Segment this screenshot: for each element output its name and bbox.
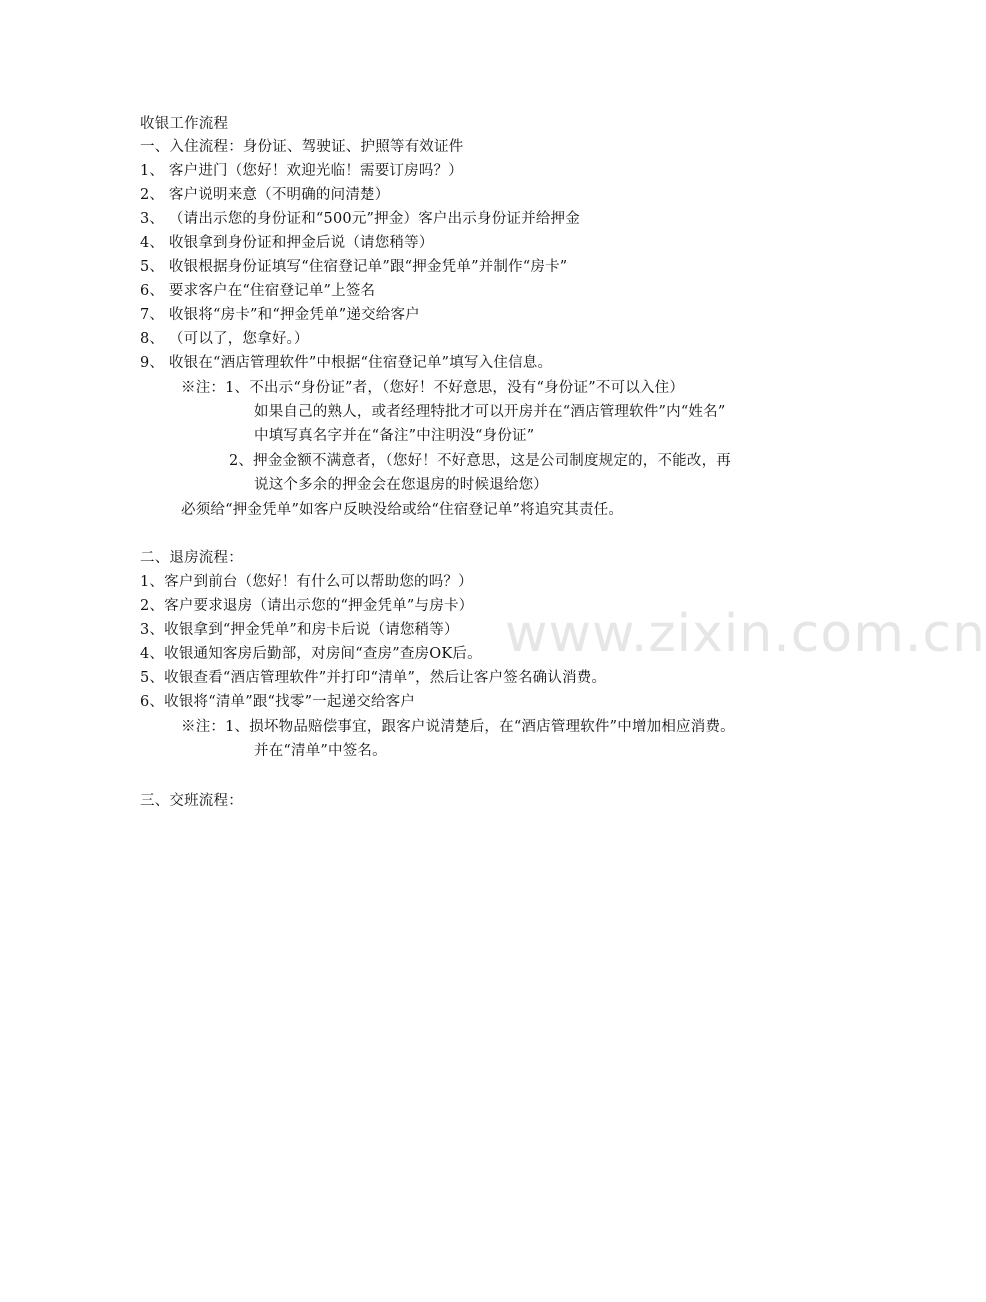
checkin-step-3: 3、 （请出示您的身份证和“500元”押金）客户出示身份证并给押金 [140, 211, 580, 227]
checkout-heading: 二、退房流程： [140, 550, 243, 566]
checkin-note-2-line-2: 说这个多余的押金会在您退房的时候退给您） [254, 477, 548, 493]
checkout-step-4: 4、收银通知客房后勤部，对房间“查房”查房OK后。 [140, 646, 482, 662]
checkin-note-2-line-1: 2、押金金额不满意者，（您好！不好意思，这是公司制度规定的，不能改，再 [229, 453, 731, 469]
checkin-note-1-line-3: 中填写真名字并在“备注”中注明没“身份证” [254, 428, 535, 444]
checkin-step-2: 2、 客户说明来意（不明确的问清楚） [140, 187, 390, 203]
checkout-note-line-2: 并在“清单”中签名。 [254, 743, 387, 759]
checkin-step-9: 9、 收银在“酒店管理软件”中根据“住宿登记单”填写入住信息。 [140, 355, 553, 371]
checkin-heading: 一、入住流程：身份证、驾驶证、护照等有效证件 [140, 139, 464, 155]
checkin-note-1-line-2: 如果自己的熟人，或者经理特批才可以开房并在“酒店管理软件”内“姓名” [254, 404, 726, 420]
checkout-step-2: 2、客户要求退房（请出示您的“押金凭单”与房卡） [140, 598, 474, 614]
checkout-step-1: 1、客户到前台（您好！有什么可以帮助您的吗？） [140, 574, 473, 590]
checkout-step-3: 3、收银拿到“押金凭单”和房卡后说（请您稍等） [140, 622, 459, 638]
watermark-text: www.zixin.com.cn [505, 604, 986, 664]
checkin-step-5: 5、 收银根据身份证填写“住宿登记单”跟“押金凭单”并制作“房卡” [140, 259, 568, 275]
handover-heading: 三、交班流程： [140, 793, 243, 809]
checkin-note-1-line-1: ※注：1、不出示“身份证”者，（您好！不好意思，没有“身份证”不可以入住） [181, 380, 685, 396]
checkin-step-1: 1、 客户进门（您好！欢迎光临！需要订房吗？） [140, 163, 463, 179]
watermark [505, 604, 986, 664]
checkin-step-4: 4、 收银拿到身份证和押金后说（请您稍等） [140, 235, 434, 251]
checkout-step-5: 5、收银查看“酒店管理软件”并打印“清单”，然后让客户签名确认消费。 [140, 670, 607, 686]
checkin-step-7: 7、 收银将“房卡”和“押金凭单”递交给客户 [140, 307, 420, 323]
checkin-warning: 必须给“押金凭单”如客户反映没给或给“住宿登记单”将追究其责任。 [181, 502, 624, 518]
checkout-note-line-1: ※注：1、损坏物品赔偿事宜，跟客户说清楚后，在“酒店管理软件”中增加相应消费。 [181, 719, 735, 735]
checkin-step-8: 8、 （可以了，您拿好。） [140, 331, 309, 347]
checkout-step-6: 6、收银将“清单”跟“找零”一起递交给客户 [140, 694, 416, 710]
document-title: 收银工作流程 [140, 116, 229, 132]
checkin-step-6: 6、 要求客户在“住宿登记单”上签名 [140, 283, 376, 299]
